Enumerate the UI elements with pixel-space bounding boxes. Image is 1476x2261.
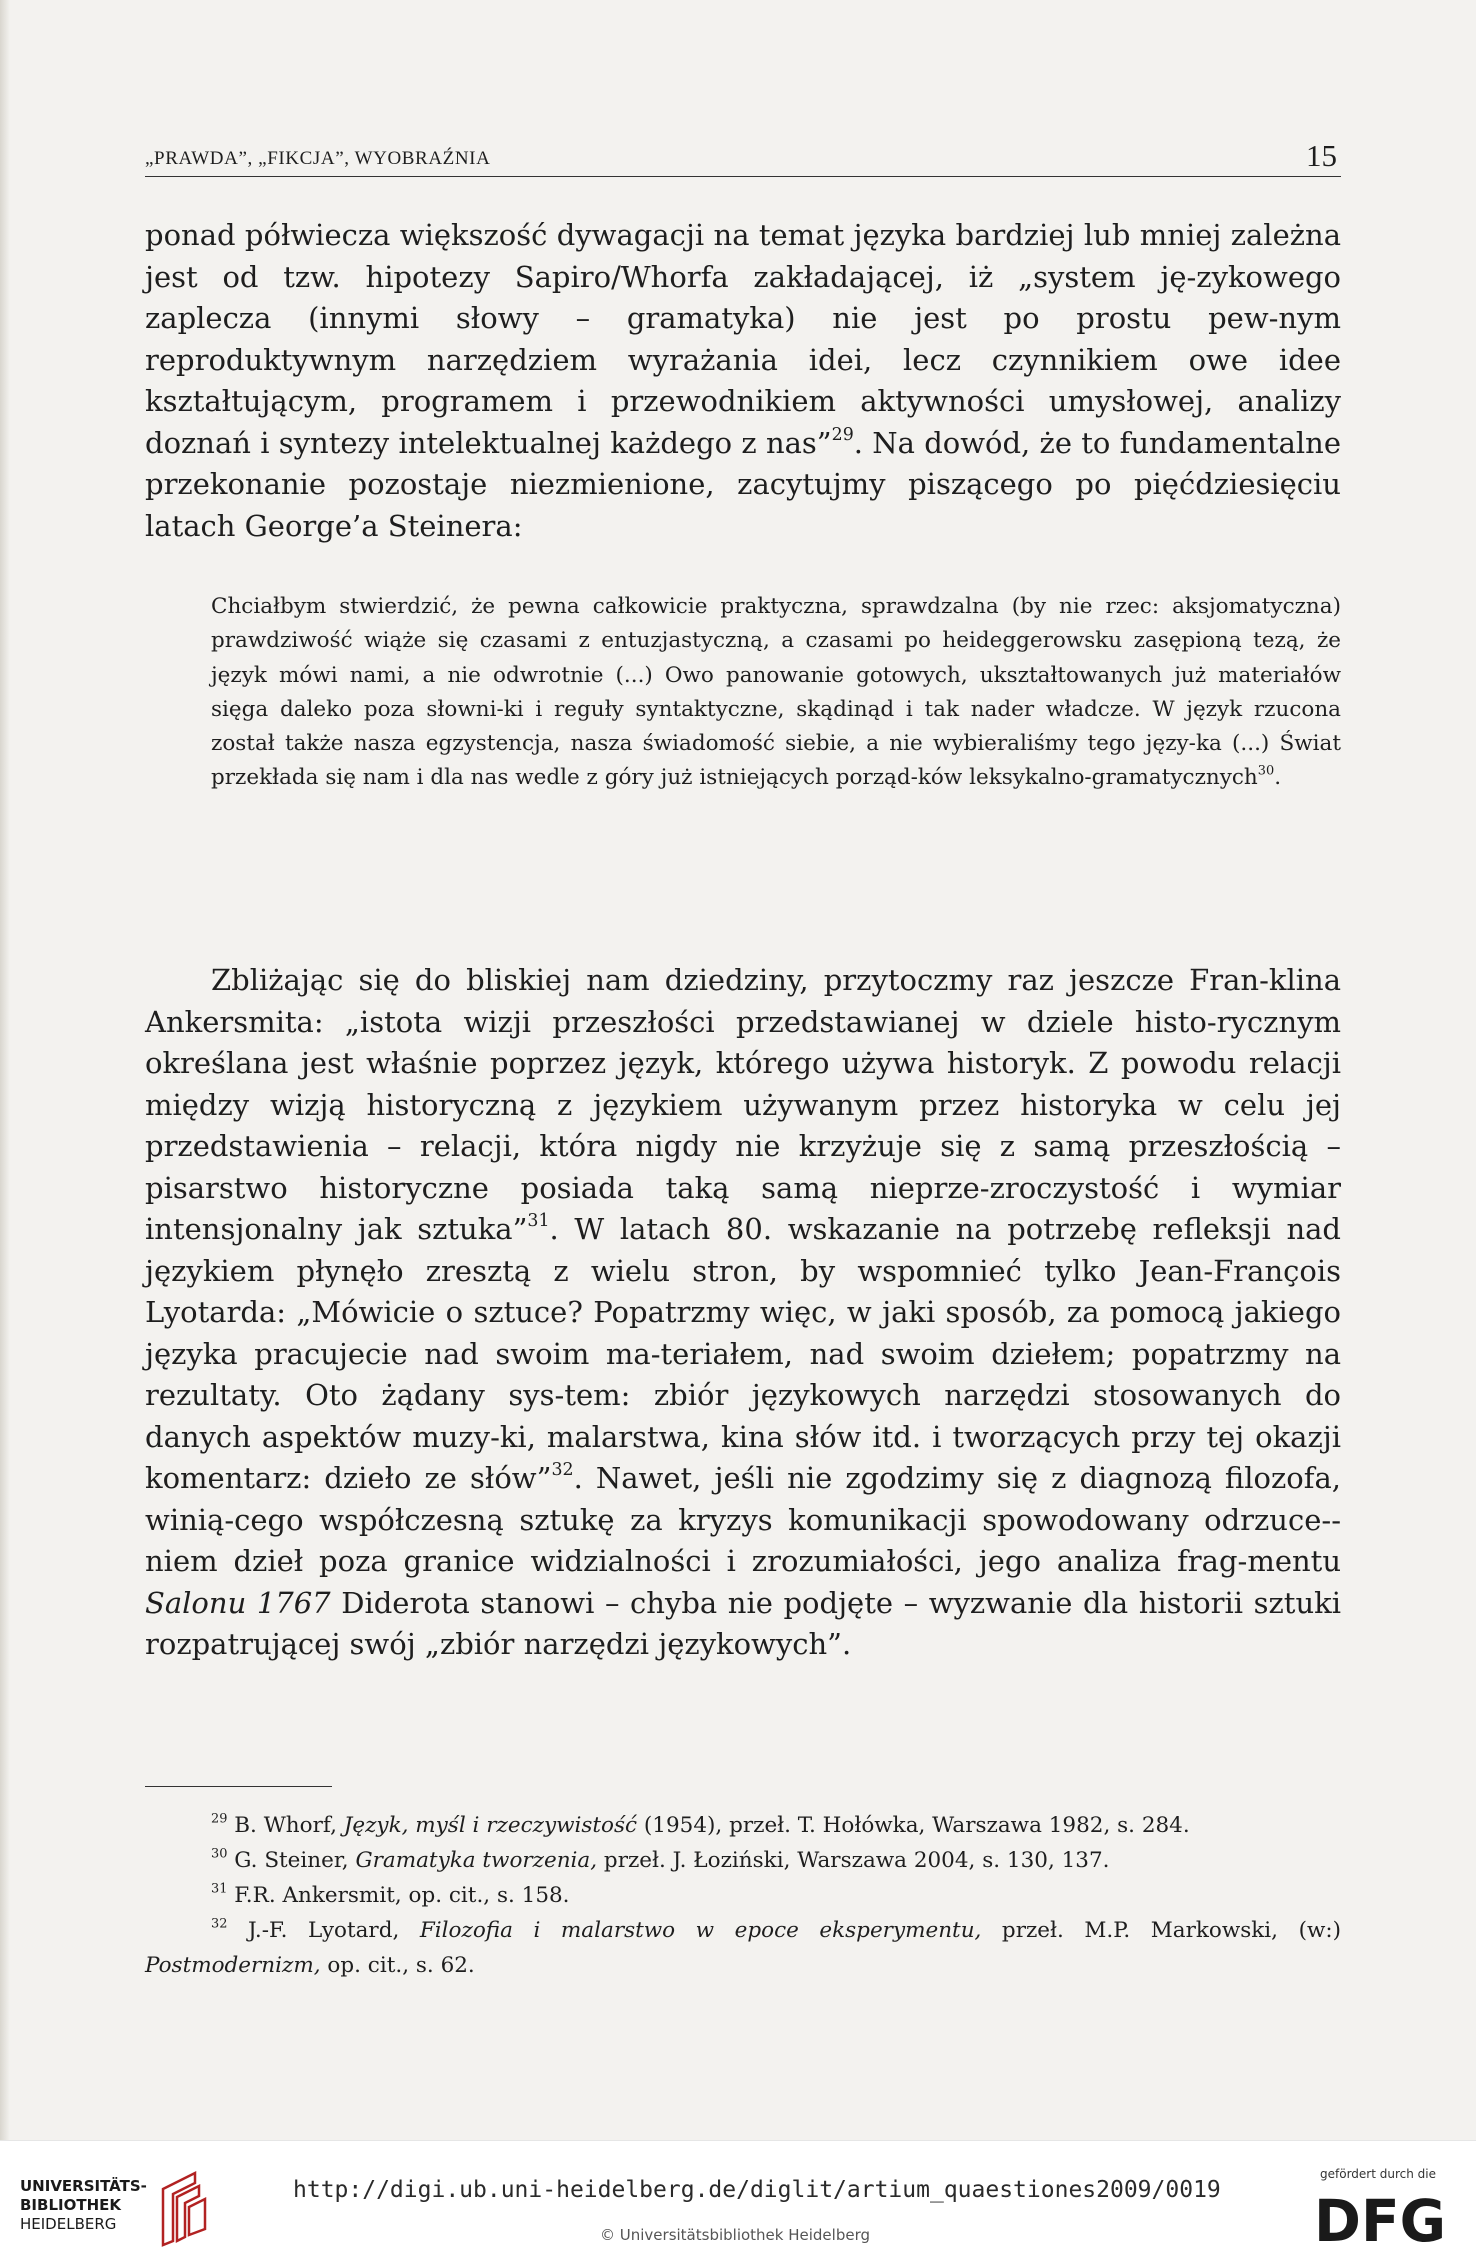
library-name-line-3: HEIDELBERG — [20, 2215, 117, 2233]
funded-by-label: gefördert durch die — [1320, 2167, 1436, 2181]
page-number: 15 — [1306, 138, 1337, 173]
footnote-title: Język, myśl i rzeczywistość — [343, 1813, 638, 1838]
scan-page-edge — [0, 0, 10, 2140]
footnotes — [145, 1808, 1341, 1983]
block-quote-text: Chciałbym stwierdzić, że pewna całkowicie praktyczna, sprawdzalna (by nie rzec: aksjomatyczna) prawdziwość wiąże się czasami z entuzjastyczną, a czasami po heideggerowsku zasępioną tezą, że język mówi nami, a nie odwrotnie (...) Owo panowanie gotowych, ukształtowanych już materiałów sięga daleko poza słowni-ki i reguły syntaktyczne, skądinąd i tak nader władcze. W język rzucona został także nasza egzystencja, nasza świadomość siebie, a nie wybieraliśmy tego języ-ka (...) Świat przekłada się nam i dla nas wedle z góry już istniejących porząd-ków leksykalno-gramatycznych — [211, 594, 1341, 791]
dfg-logo[interactable] — [1312, 2185, 1452, 2247]
paragraph-2 — [145, 960, 1341, 1666]
university-library-logo[interactable] — [20, 2177, 220, 2247]
footnote-32 — [145, 1913, 1341, 1983]
footnote-ref-32[interactable]: 32 — [551, 1459, 574, 1480]
footnote-title: Postmodernizm, — [145, 1953, 321, 1978]
university-library-name — [20, 2177, 147, 2234]
footnote-number: 32 — [211, 1916, 228, 1932]
footnote-number: 31 — [211, 1881, 228, 1897]
paragraph-2-italic-title: Salonu 1767 — [145, 1585, 331, 1620]
footnote-text: przeł. M.P. Markowski, (w:) — [981, 1918, 1341, 1943]
footnote-ref-30[interactable]: 30 — [1257, 763, 1275, 779]
paragraph-1-text-b: . Na dowód, że to fundamentalne przekonanie pozostaje niezmienione, zacytujmy piszącego po pięćdziesięciu latach George’a Steinera: — [145, 425, 1341, 543]
footnote-number: 30 — [211, 1846, 228, 1862]
footnote-text: J.-F. Lyotard, — [227, 1918, 420, 1943]
copyright-notice: © Universitätsbibliothek Heidelberg — [600, 2226, 871, 2244]
viewer-footer-bar — [0, 2140, 1476, 2261]
library-name-line-2: BIBLIOTHEK — [20, 2196, 121, 2214]
footnote-text: op. cit., s. 62. — [320, 1953, 475, 1978]
permalink-url[interactable]: http://digi.ub.uni-heidelberg.de/diglit/artium_quaestiones2009/0019 — [293, 2177, 1221, 2203]
running-header — [145, 128, 1341, 177]
block-quote-steiner — [211, 590, 1341, 796]
footnote-ref-29[interactable]: 29 — [831, 424, 854, 445]
footnote-ref-31[interactable]: 31 — [527, 1210, 550, 1231]
paragraph-2-text-a: Zbliżając się do bliskiej nam dziedziny, przytoczmy raz jeszcze Fran-klina Ankersmita: „istota wizji przeszłości przedstawianej w dziele histo-rycznym określana jest właśnie poprzez język, którego używa historyk. Z powodu relacji między wizją historyczną z językiem używanym przez historyka w celu jej przedstawienia – relacji, która nigdy nie krzyżuje się z samą przeszłością – pisarstwo historyczne posiada taką samą nieprze-zroczystość i wymiar intensjonalny jak sztuka” — [145, 963, 1341, 1246]
paragraph-1-text-a: ponad półwiecza większość dywagacji na temat języka bardziej lub mniej zależna jest od tzw. hipotezy Sapiro/Whorfa zakładającej, iż „system ję-zykowego zaplecza (innymi słowy – gramatyka) nie jest po prostu pew-nym reproduktywnym narzędziem wyrażania idei, lecz czynnikiem owe idee kształtującym, programem i przewodnikiem aktywności umysłowej, analizy doznań i syntezy intelektualnej każdego z nas” — [145, 218, 1341, 460]
footnote-separator — [145, 1786, 332, 1787]
footnote-text: przeł. J. Łoziński, Warszawa 2004, s. 130, 137. — [597, 1848, 1110, 1873]
paragraph-1 — [145, 215, 1341, 547]
library-name-line-1: UNIVERSITÄTS- — [20, 2177, 147, 2195]
footnote-number: 29 — [211, 1811, 228, 1827]
footnote-text: B. Whorf, — [227, 1813, 344, 1838]
footnote-31 — [145, 1878, 1341, 1913]
block-quote-end: . — [1274, 765, 1282, 791]
library-emblem-icon — [155, 2169, 215, 2249]
running-title: „PRAWDA”, „FIKCJA”, WYOBRAŹNIA — [145, 148, 491, 169]
footnote-title: Gramatyka tworzenia, — [355, 1848, 598, 1873]
footnote-30 — [145, 1843, 1341, 1878]
footnote-text: F.R. Ankersmit, op. cit., s. 158. — [227, 1883, 570, 1908]
paragraph-2-text-d: Diderota stanowi – chyba nie podjęte – wyzwanie dla historii sztuki rozpatrującej swój „zbiór narzędzi językowych”. — [145, 1585, 1341, 1661]
paragraph-2-text-c: . Nawet, jeśli nie zgodzimy się z diagnozą filozofa, winią-cego współczesną sztukę za kryzys komunikacji spowodowany odrzuce-niem dzieł poza granice widzialności i zrozumiałości, jego analiza frag-mentu — [145, 1461, 1341, 1578]
footnote-29 — [145, 1808, 1341, 1843]
dfg-logo-text: DFG — [1314, 2187, 1446, 2247]
paragraph-2-text-b: . W latach 80. wskazanie na potrzebę refleksji nad językiem płynęło zresztą z wielu stron, by wspomnieć tylko Jean-François Lyotarda: „Mówicie o sztuce? Popatrzmy więc, w jaki sposób, za pomocą jakiego języka pracujecie nad swoim ma-teriałem, nad swoim dziełem; popatrzmy na rezultaty. Oto żądany sys-tem: zbiór językowych narzędzi stosowanych do danych aspektów muzy-ki, malarstwa, kina słów itd. i tworzących przy tej okazji komentarz: dzieło ze słów” — [145, 1212, 1341, 1495]
footnote-text: G. Steiner, — [227, 1848, 356, 1873]
footnote-title: Filozofia i malarstwo w epoce eksperymentu, — [419, 1918, 982, 1943]
footnote-text: (1954), przeł. T. Hołówka, Warszawa 1982, s. 284. — [637, 1813, 1190, 1838]
